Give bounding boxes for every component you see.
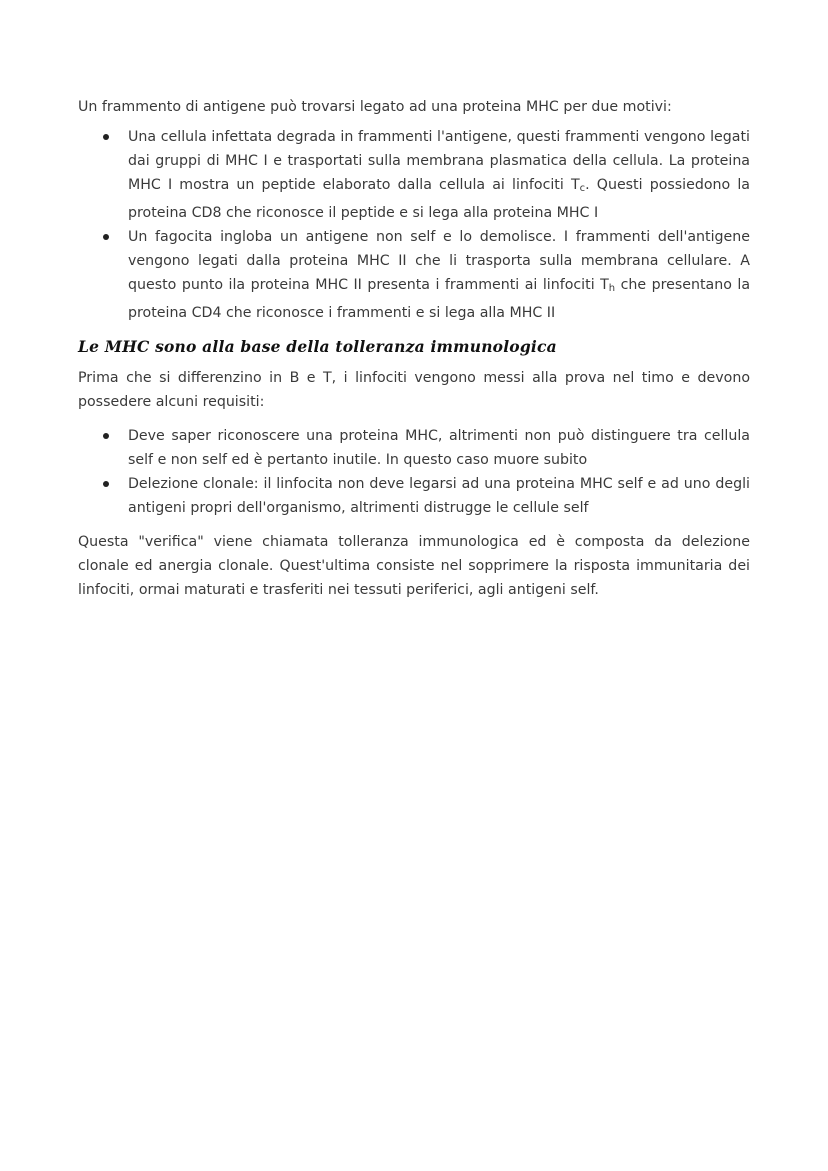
mhc-binding-list — [78, 125, 750, 325]
intro-paragraph: Un frammento di antigene può trovarsi legato ad una proteina MHC per due motivi: — [78, 99, 672, 115]
bullet-icon — [103, 134, 109, 140]
bullet-icon — [103, 433, 109, 439]
requirements-paragraph: Prima che si differenzino in B e T, i linfociti vengono messi alla prova nel timo e devono possedere alcuni requisiti: — [78, 370, 750, 410]
document-page — [78, 95, 750, 602]
bullet-icon — [103, 234, 109, 240]
list-item: Una cellula infettata degrada in frammenti l'antigene, questi frammenti vengono legati dai gruppi di MHC I e trasportati sulla membrana plasmatica della cellula. La proteina MHC I mostra un peptide elaborato dalla cellula ai linfociti $T_c$. Questi possiedono la proteina CD8 che riconosce il peptide e si lega alla proteina MHC I — [78, 125, 750, 225]
list-item: Un fagocita ingloba un antigene non self e lo demolisce. I frammenti dell'antigene vengono legati dalla proteina MHC II che li trasporta sulla membrana cellulare. A questo punto ila proteina MHC II presenta i frammenti ai linfociti $T_h$ che presentano la proteina CD4 che riconosce i frammenti e si lega alla MHC II — [78, 225, 750, 325]
section-heading: Le MHC sono alla base della tolleranza immunologica — [78, 337, 557, 356]
tolerance-paragraph: Questa "verifica" viene chiamata tolleranza immunologica ed è composta da delezione clonale ed anergia clonale. Quest'ultima consiste nel sopprimere la risposta immunitaria dei linfociti, ormai maturati e trasferiti nei tessuti periferici, agli antigeni self. — [78, 534, 750, 598]
bullet-icon — [103, 481, 109, 487]
list-item: Deve saper riconoscere una proteina MHC, altrimenti non può distinguere tra cellula self e non self ed è pertanto inutile. In questo caso muore subito — [78, 424, 750, 472]
list-item: Delezione clonale: il linfocita non deve legarsi ad una proteina MHC self e ad uno degli antigeni propri dell'organismo, altrimenti distrugge le cellule self — [78, 472, 750, 520]
requirements-list — [78, 424, 750, 520]
